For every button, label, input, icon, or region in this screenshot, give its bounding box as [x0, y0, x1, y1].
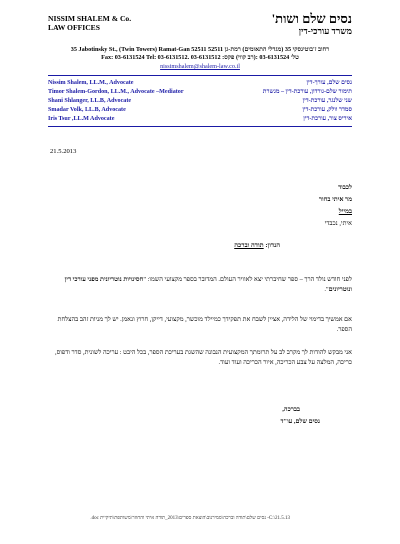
firm-name-en: NISSIM SHALEM & Co.: [48, 14, 132, 23]
address-en: 35 Jabotinsky St., (Twin Towers) Ramat-Gan 52511: [70, 46, 207, 53]
staff-en-item: Smadar Volk, LL.B, Advocate: [48, 107, 126, 113]
closing: בברכה,: [282, 406, 300, 413]
staff-list-he: [263, 79, 352, 124]
firm-name-he: נסים שלם ושות': [271, 11, 352, 26]
staff-divider: [48, 126, 352, 127]
paragraph-1-text: לפני חודש נולד הרך – ספר שחיברתי יצא לאוויר העולם. המדובר בספר מקצועי השמו: ": [143, 276, 352, 283]
firm-type-he: משרד עורכי-דין: [298, 26, 352, 36]
subject-label: הנדון:: [265, 242, 280, 249]
staff-he-item: סמדר וולק, עורכת-דין: [302, 107, 352, 113]
staff-he-item: שני שלנגר, עורכת-דין: [302, 98, 352, 104]
signature: נסים שלם, עו"ד: [280, 418, 320, 425]
address-block: [48, 46, 352, 62]
phones-en: Fax: 03-6131524 Tel: 03-6131512.: [101, 54, 190, 61]
staff-en-item: Timor Shalem-Gordon, LL.M., Advocate –Mediator: [48, 89, 184, 95]
subject-line: [234, 242, 280, 249]
file-path-footer: C:\21.5.13- נסים שלם\תודה וברכה\סמירנוב\הוצאת ספרים\2013_תודה איתי והחוזר\משותפת\תיקיית doc.: [90, 516, 290, 521]
address-line: [48, 46, 352, 54]
staff-he-item: נסים שלם, עורך-דין: [306, 80, 352, 86]
phones-he: 03-6131512 :טל׳ 03-6131524 :(רב קווי) פקס: [190, 54, 299, 61]
greeting: איתי, נכבדי: [324, 220, 352, 227]
staff-en-item: Nissim Shalem, LL.M., Advocate: [48, 80, 134, 86]
email-link[interactable]: nissimshalem@shalem-law.co.il: [160, 63, 240, 70]
letter-date: 21.5.2013: [50, 148, 77, 155]
to-label: לכבוד: [338, 184, 352, 191]
subject-text: תודה וברכה: [234, 242, 264, 249]
staff-he-item: איריס צור, עורכת-דין: [303, 116, 352, 122]
staff-en-item: Iris Tsur ,LL.M Advocate: [48, 116, 115, 122]
delivery-method: במייל: [338, 208, 352, 215]
recipient-name: מר איתי בחור: [318, 196, 352, 203]
paragraph-3: אני מבקש להודות לך מקרב לב על תרומתך המקצועית הנבונה שהשגת בעריכת הספר, בכל היבט : עריכה לשונית, סדר ודפוס, כריכה, המלצה על צבע הכריכה, איור הכריכה ועוד ועוד.: [55, 349, 352, 366]
firm-type-en: LAW OFFICES: [48, 23, 100, 32]
header-divider: [48, 75, 352, 76]
paragraph-1: [50, 275, 352, 295]
staff-en-item: Shani Shlanger, LL.B, Advocate: [48, 98, 132, 104]
staff-he-item: תימור שלם-גורדון, עורכת-דין – מגשרת: [262, 89, 352, 95]
firm-name-en-block: [48, 14, 131, 32]
staff-list-en: [48, 79, 184, 124]
book-title: חסינויות נוטריונית מפני עורכי דין ונוטריונים: [64, 276, 352, 293]
address-he: רחוב ז'בוטינסקי 35 (מגדלי התאומים) רמת-גן 52511: [207, 46, 330, 53]
paragraph-2: אם אמשיך בדימוי של הלידה, אציין לשבח את תפקידך כמיילד מוכשר, מקצועי, דייקן, חרוץ ונאמן. יש לך מניות זהב בהצלחת הספר.: [57, 316, 352, 333]
paragraph-1-end: ".: [324, 286, 329, 293]
phones-line: [48, 54, 352, 62]
